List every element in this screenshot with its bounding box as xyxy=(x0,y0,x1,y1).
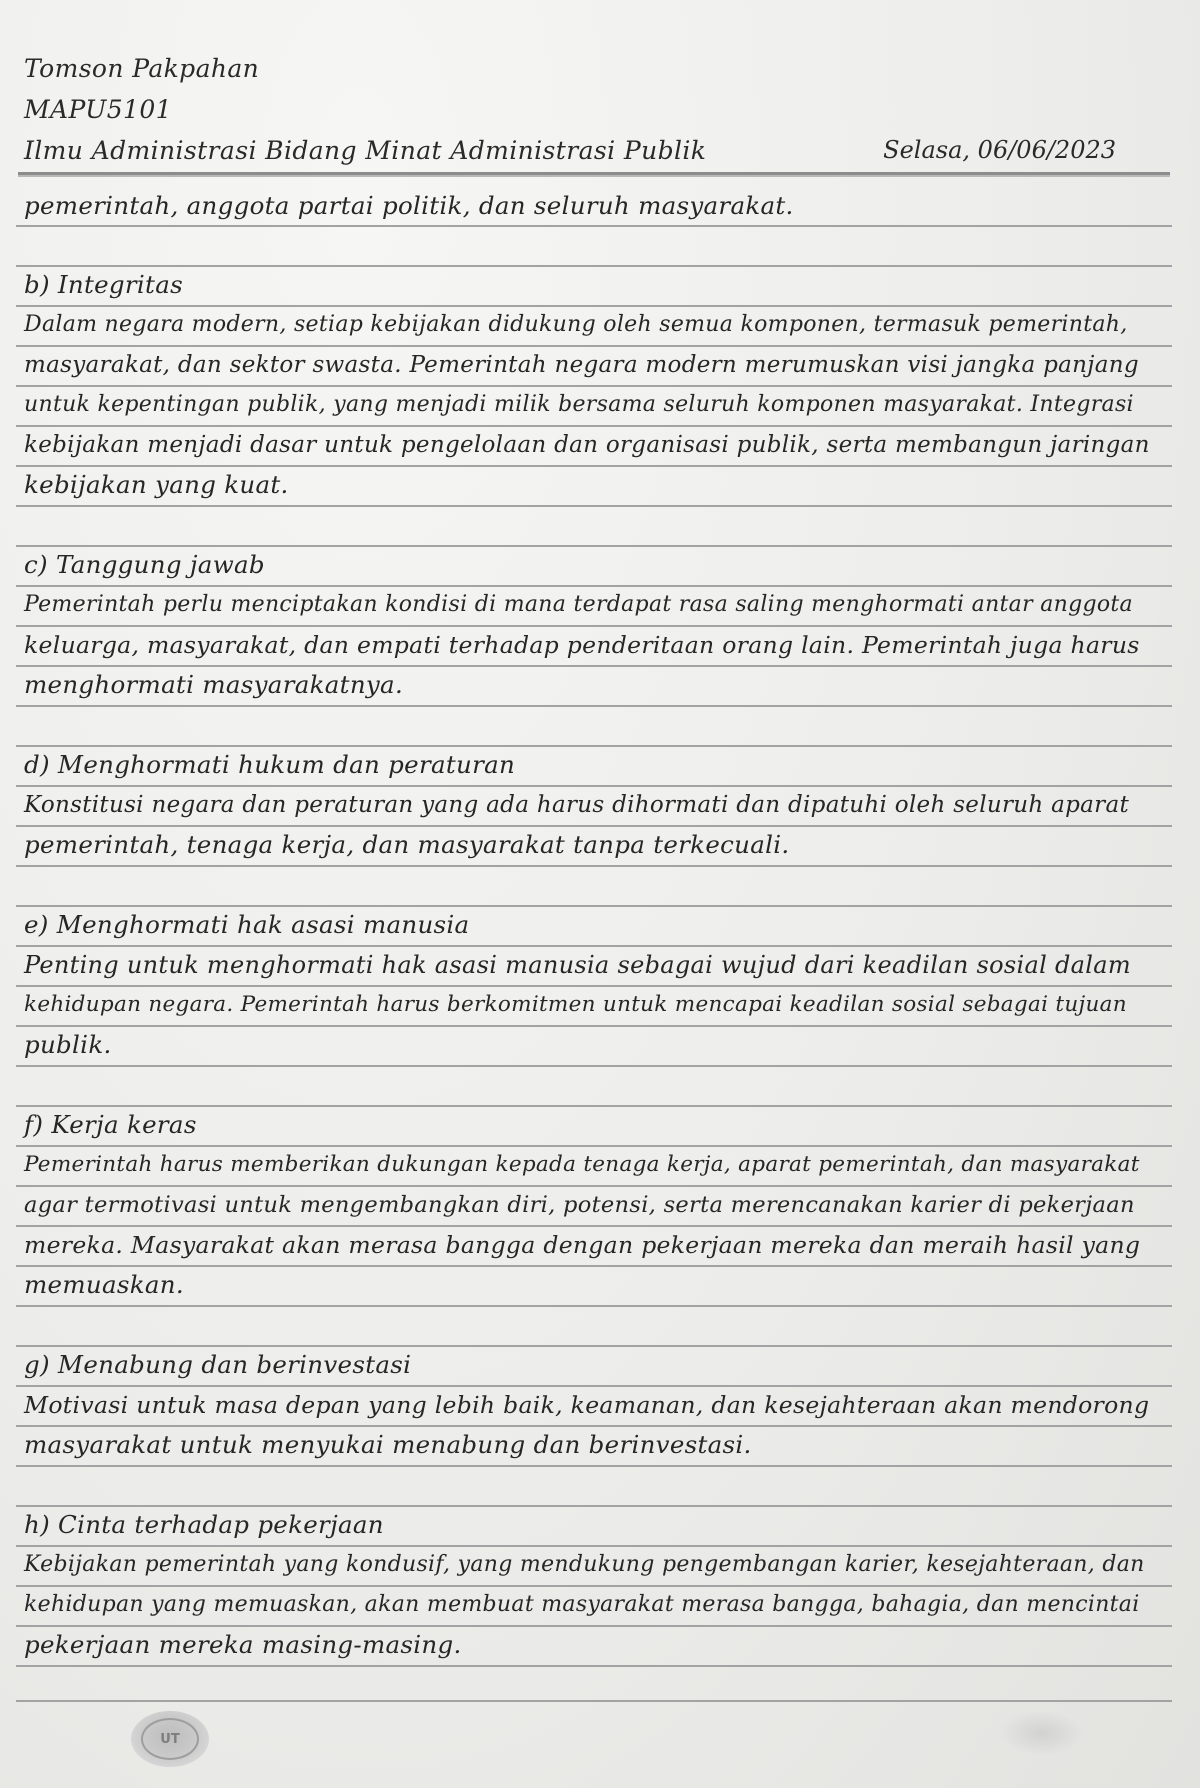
text-line: untuk kepentingan publik, yang menjadi milik bersama seluruh komponen masyarakat. Integrasi xyxy=(24,392,1134,417)
text-line: pemerintah, tenaga kerja, dan masyarakat tanpa terkecuali. xyxy=(24,830,790,859)
ruled-line xyxy=(16,1145,1172,1147)
section-heading: b) Integritas xyxy=(24,270,183,299)
text-line: Pemerintah perlu menciptakan kondisi di mana terdapat rasa saling menghormati antar anggota xyxy=(24,592,1133,617)
text-line: pekerjaan mereka masing-masing. xyxy=(24,1630,462,1659)
ruled-line xyxy=(16,1505,1172,1507)
section-heading: f) Kerja keras xyxy=(24,1110,197,1139)
ruled-line xyxy=(16,865,1172,867)
ruled-line xyxy=(16,1105,1172,1107)
text-line: Motivasi untuk masa depan yang lebih baik, keamanan, dan kesejahteraan akan mendorong xyxy=(24,1391,1150,1419)
ruled-line xyxy=(16,265,1172,267)
text-line: kebijakan yang kuat. xyxy=(24,470,289,499)
ruled-line xyxy=(16,1425,1172,1427)
ruled-line xyxy=(16,545,1172,547)
program-name: Ilmu Administrasi Bidang Minat Administrasi Publik xyxy=(24,136,707,165)
text-line: kehidupan yang memuaskan, akan membuat masyarakat merasa bangga, bahagia, dan mencintai xyxy=(24,1592,1140,1617)
ruled-line xyxy=(16,1625,1172,1627)
text-line: agar termotivasi untuk mengembangkan diri, potensi, serta merencanakan karier di pekerjaan xyxy=(24,1192,1135,1218)
ruled-line xyxy=(16,305,1172,307)
ruled-line xyxy=(16,1265,1172,1267)
ruled-line xyxy=(16,505,1172,507)
ruled-line xyxy=(16,1225,1172,1227)
text-line: Penting untuk menghormati hak asasi manusia sebagai wujud dari keadilan sosial dalam xyxy=(24,951,1131,979)
text-line: Konstitusi negara dan peraturan yang ada harus dihormati dan dipatuhi oleh seluruh aparat xyxy=(24,792,1130,818)
text-line: mereka. Masyarakat akan merasa bangga dengan pekerjaan mereka dan meraih hasil yang xyxy=(24,1231,1141,1259)
text-line: Pemerintah harus memberikan dukungan kepada tenaga kerja, aparat pemerintah, dan masyarakat xyxy=(24,1152,1140,1177)
university-logo-stamp xyxy=(131,1711,209,1767)
ruled-line xyxy=(16,585,1172,587)
ruled-line xyxy=(16,385,1172,387)
ruled-line xyxy=(16,1665,1172,1667)
section-heading: c) Tanggung jawab xyxy=(24,550,265,579)
ruled-line xyxy=(16,785,1172,787)
ruled-line xyxy=(16,825,1172,827)
section-heading: g) Menabung dan berinvestasi xyxy=(24,1350,412,1379)
ruled-line xyxy=(16,705,1172,707)
ruled-line xyxy=(16,1545,1172,1547)
ruled-line xyxy=(16,1585,1172,1587)
ruled-line xyxy=(16,1185,1172,1187)
ruled-line xyxy=(16,1345,1172,1347)
text-line: keluarga, masyarakat, dan empati terhadap penderitaan orang lain. Pemerintah juga harus xyxy=(24,631,1140,659)
text-line: Dalam negara modern, setiap kebijakan didukung oleh semua komponen, termasuk pemerintah, xyxy=(24,312,1128,337)
ruled-line xyxy=(16,1385,1172,1387)
ruled-line xyxy=(16,1025,1172,1027)
ruled-line xyxy=(16,985,1172,987)
text-line: kehidupan negara. Pemerintah harus berkomitmen untuk mencapai keadilan sosial sebagai tujuan xyxy=(24,992,1127,1017)
ruled-line xyxy=(16,905,1172,907)
text-line: masyarakat, dan sektor swasta. Pemerintah negara modern merumuskan visi jangka panjang xyxy=(24,352,1139,378)
text-line: kebijakan menjadi dasar untuk pengelolaan dan organisasi publik, serta membangun jaringan xyxy=(24,432,1150,458)
ruled-line xyxy=(16,425,1172,427)
ruled-line xyxy=(16,745,1172,747)
author-name: Tomson Pakpahan xyxy=(24,54,260,83)
ruled-line xyxy=(16,625,1172,627)
section-heading: h) Cinta terhadap pekerjaan xyxy=(24,1510,384,1539)
text-line: Kebijakan pemerintah yang kondusif, yang mendukung pengembangan karier, kesejahteraan, dan xyxy=(24,1552,1145,1577)
ruled-line xyxy=(16,345,1172,347)
header-divider xyxy=(18,172,1170,177)
ruled-line xyxy=(16,1065,1172,1067)
section-heading: e) Menghormati hak asasi manusia xyxy=(24,910,470,939)
ruled-line xyxy=(16,225,1172,227)
ruled-line xyxy=(16,945,1172,947)
text-line: pemerintah, anggota partai politik, dan seluruh masyarakat. xyxy=(24,191,794,220)
text-line: publik. xyxy=(24,1030,112,1059)
text-line: menghormati masyarakatnya. xyxy=(24,670,404,699)
ruled-line xyxy=(16,1700,1172,1702)
text-line: masyarakat untuk menyukai menabung dan berinvestasi. xyxy=(24,1430,752,1459)
date-label: Selasa, 06/06/2023 xyxy=(883,136,1116,164)
course-code: MAPU5101 xyxy=(24,95,172,124)
section-heading: d) Menghormati hukum dan peraturan xyxy=(24,750,516,779)
ruled-line xyxy=(16,1465,1172,1467)
ruled-line xyxy=(16,465,1172,467)
text-line: memuaskan. xyxy=(24,1270,184,1299)
ruled-line xyxy=(16,1305,1172,1307)
stamp-text: UT xyxy=(141,1718,199,1760)
ruled-line xyxy=(16,665,1172,667)
paper-smudge xyxy=(1000,1710,1084,1756)
